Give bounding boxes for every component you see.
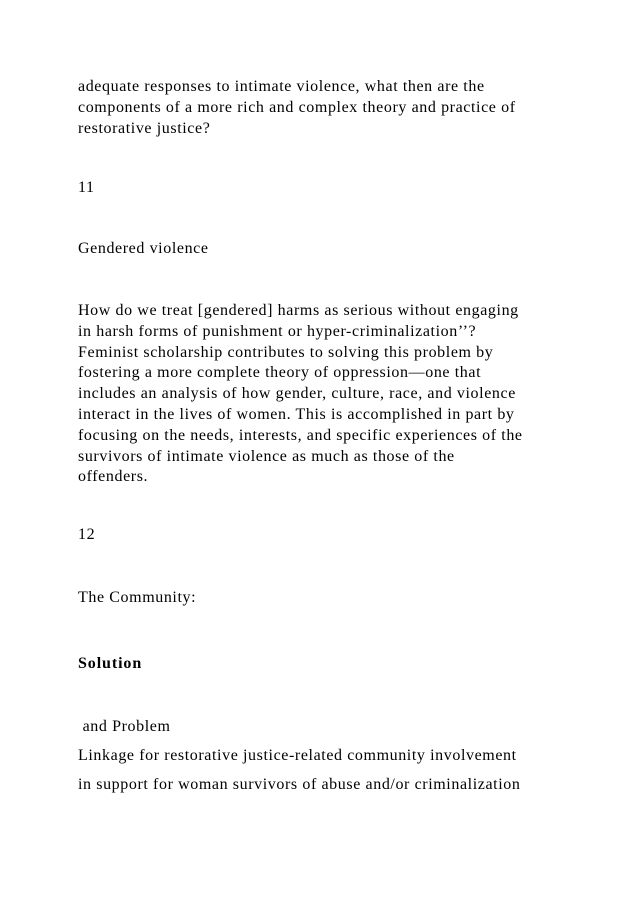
problem-paragraph xyxy=(78,712,578,799)
text-line: How do we treat [gendered] harms as serious without engaging xyxy=(78,302,519,319)
section-heading xyxy=(78,588,578,609)
text-line: in harsh forms of punishment or hyper-criminalization’’? xyxy=(78,322,477,340)
community-heading: The Community: xyxy=(78,589,197,606)
section-heading xyxy=(78,239,578,260)
intro-paragraph xyxy=(78,77,578,139)
text-line: offenders. xyxy=(78,468,149,486)
section-heading xyxy=(78,654,578,675)
text-line: survivors of intimate violence as much as those of the xyxy=(78,447,455,465)
text-line: Feminist scholarship contributes to solving this problem by xyxy=(78,343,494,361)
gendered-violence-paragraph xyxy=(78,301,578,488)
solution-heading: Solution xyxy=(78,655,143,672)
text-line: includes an analysis of how gender, culture, race, and violence xyxy=(78,385,516,403)
slide-number xyxy=(78,525,578,546)
text-line: restorative justice? xyxy=(78,119,211,137)
gendered-violence-heading: Gendered violence xyxy=(78,240,209,257)
text-line: adequate responses to intimate violence, what then are the xyxy=(78,78,485,95)
slide-number xyxy=(78,178,578,199)
slide-number-12: 12 xyxy=(78,526,96,543)
text-line: components of a more rich and complex theory and practice of xyxy=(78,98,516,116)
text-line: Linkage for restorative justice-related community involvement xyxy=(78,747,517,764)
text-line: fostering a more complete theory of oppression—one that xyxy=(78,364,482,382)
slide-number-11: 11 xyxy=(78,179,95,196)
text-line: interact in the lives of women. This is accomplished in part by xyxy=(78,405,515,423)
text-line: focusing on the needs, interests, and specific experiences of the xyxy=(78,426,523,444)
text-line: in support for woman survivors of abuse and/or criminalization xyxy=(78,776,521,793)
text-line: and Problem xyxy=(78,718,171,735)
